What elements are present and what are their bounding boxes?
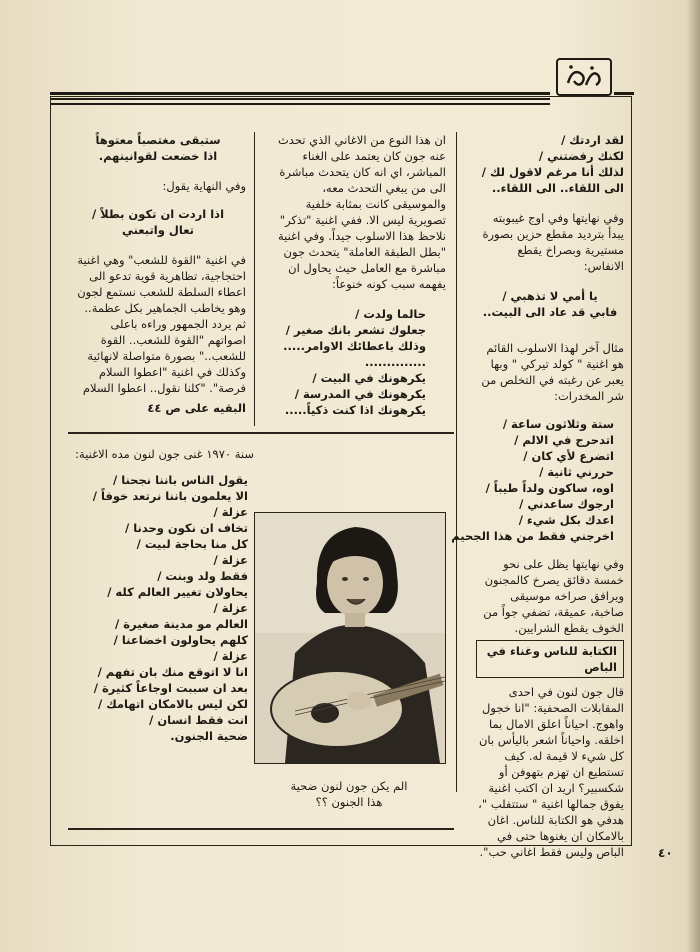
verse-line: عزلة / [213,505,248,519]
paragraph: وفي نهايتها وفي اوج غيبوبته يبدأ بترديد مقطع حزين بصورة مستيرية وبصراخ يقطع الانفاس: [482,211,624,273]
header-rule-top [50,92,550,95]
page-number: ٤٠ [658,846,673,860]
verse-line: الى اللقاء.. الى اللقاء.. [491,181,624,195]
paragraph: مثال آخر لهذا الاسلوب القائم هو اغنية " كولد تيركي " وبها يعبر عن رغبته في التخلص من شر المخدرات: [481,341,624,403]
verse-line: فابي قد عاد الى البيت.. [482,305,618,319]
verse-line: عزلة / [213,601,248,615]
paragraph: وفي نهايتها يظل على نحو خمسة دقائق يصرخ كالمجنون ويرافق صراخه موسيقى صاخبة، عميقة، تضفي جواً من الخوف يقطع الشرايين. [483,557,624,635]
section-title: الكتابة للناس وغناء في الباص [476,640,624,678]
verse-line: حررني ثانية / [539,465,614,479]
middle-column [268,132,446,424]
verse-line: تعال واتبعني [121,223,195,237]
photo-caption [254,778,444,810]
caption-line: الم يكن جون لنون ضحية [290,779,408,793]
bottom-box-text [70,446,254,750]
verse-line: كلهم يحاولون اخضاعنا / [113,633,248,647]
verse-line: اخرجني فقط من هذا الجحيم [451,529,614,543]
verse-line: انا لا اتوقع منك بان تفهم / [97,665,248,679]
verse-line: عزلة / [213,553,248,567]
verse-line: لقد اردتك / [561,133,624,147]
verse-line: يكرهونك اذا كنت ذكياً..... [284,403,426,417]
verse-line: لكنك رفضتني / [538,149,624,163]
verse-line: تخاف ان نكون وحدنا / [124,521,248,535]
verse-line: ارجوك ساعدني / [519,497,614,511]
continued-note: البقيه على ص ٤٤ [147,401,246,415]
paragraph: وفي النهاية يقول: [162,179,246,193]
verse-line: اوه، ساكون ولداً طيباً / [485,481,614,495]
paragraph: في اغنية "القوة للشعب" وهي اغنية احتجاجية، تظاهرية قوية تدعو الى اعطاء السلطة للشعب نستمع لجون وهو يخاطب الجماهير بكل عظمة.. ثم يردد الجمهور وراءه باعلى اصواتهم "القوة للشعب.. القوة للشعب.." بصورة متواصلة لانهائية وكذلك في اغنية "اعطوا السلام فرصة". "كلنا نقول.. اعطوا السلام [77,253,246,395]
verse-line: العالم مو مدينة صغيرة / [115,617,248,631]
verse-line: حالما ولدت / [355,307,426,321]
verse-line: يا أمي لا تذهبي / [502,289,598,303]
verse-line: انت فقط انسان / [149,713,248,727]
verse-quote-3 [451,416,614,544]
verse-quote-2 [476,288,624,320]
verse-quote-1 [476,132,624,196]
column-divider-right [456,132,457,792]
caption-line: هذا الجنون ؟؟ [315,795,383,809]
page-edge-shadow [686,0,700,952]
verse-line: ستة وثلاثون ساعة / [502,417,614,431]
header-rule-right [614,92,634,95]
verse-line: اعدك بكل شيء / [518,513,614,527]
verse-line: يكرهونك في المدرسة / [294,387,426,401]
verse-line: لكن ليس بالامكان اتهامك / [98,697,248,711]
verse-line: اذا اردت ان تكون بطلاً / [91,207,225,221]
verse-line: يحاولان تغيير العالم كله / [107,585,248,599]
verse-line: اتضرع لأي كان / [523,449,614,463]
verse-line: اذا خضعت لقوانينهم. [98,149,218,163]
verse-line: .............. [364,355,426,369]
john-lennon-photo [254,512,446,764]
paragraph: قال جون لنون في احدى المقابلات الصحفية: "انا خجول واهوج. احياناً اعلق الامال بما اخلقه. واحياناً اشعر باليأس بان كل شيء لا قيمة له. كيف تستطيع ان تهزم بتهوفن أو شكسبير؟ اريد ان اكتب اغنية يفوق جمالها اغنية " ستتفلب "، هدفي هو الكتابة للناس. اغان بالامكان ان يغنوها حتى في الباص وليس فقط اغاني حب". [478,685,624,859]
verse-line: ضحية الجنون. [170,729,248,743]
bottom-box-top-rule [68,432,454,434]
verse-line: بعد ان سببت اوجاعاً كثيرة / [93,681,248,695]
paragraph: ان هذا النوع من الاغاني الذي تحدث عنه جون كان يعتمد على الغناء المباشر، اي انه كان يتحدث مباشرة الى من يبغي التحدث معه، والموسيقى كانت بمثابة خلفية تصويرية ليس الا. ففي اغنية "تذكر" نلاحظ هذا الاسلوب جيداً. وفي اغنية "بطل الطبقة العاملة" يتحدث جون مباشرة مع العامل حيث يحاول ان يفهمه سبب كونه خنوعاً: [277,133,446,291]
bottom-box-intro: سنة ١٩٧٠ غنى جون لنون مده الاغنية: [75,447,254,461]
verse-line: جعلوك تشعر بانك صغير / [285,323,426,337]
verse-quote-worker [268,306,426,418]
verse-line: كل منا بحاجة لبيت / [136,537,248,551]
verse-line: عزلة / [213,649,248,663]
right-column [451,132,624,864]
verse-line: فقط ولد وبنت / [157,569,248,583]
verse-isolation [70,472,248,744]
left-column [70,132,246,420]
section-logo [556,58,612,96]
verse-quote-end [70,132,246,164]
verse-line: اتدحرج في الالم / [514,433,614,447]
bottom-box-bottom-rule [68,828,454,830]
verse-quote-hero [70,206,246,238]
verse-line: الا يعلمون باننا نرتعد خوفاً / [92,489,248,503]
verse-line: لذلك أنا مرغم لاقول لك / [481,165,624,179]
verse-line: يقول الناس باننا نجحنا / [112,473,248,487]
verse-line: وذلك باعطائك الاوامر..... [283,339,426,353]
verse-line: ستبقى مغتصباً معتوهاً [95,133,221,147]
column-divider-left [254,132,255,426]
singer-with-guitar-illustration [255,513,445,763]
verse-line: يكرهونك في البيت / [312,371,426,385]
